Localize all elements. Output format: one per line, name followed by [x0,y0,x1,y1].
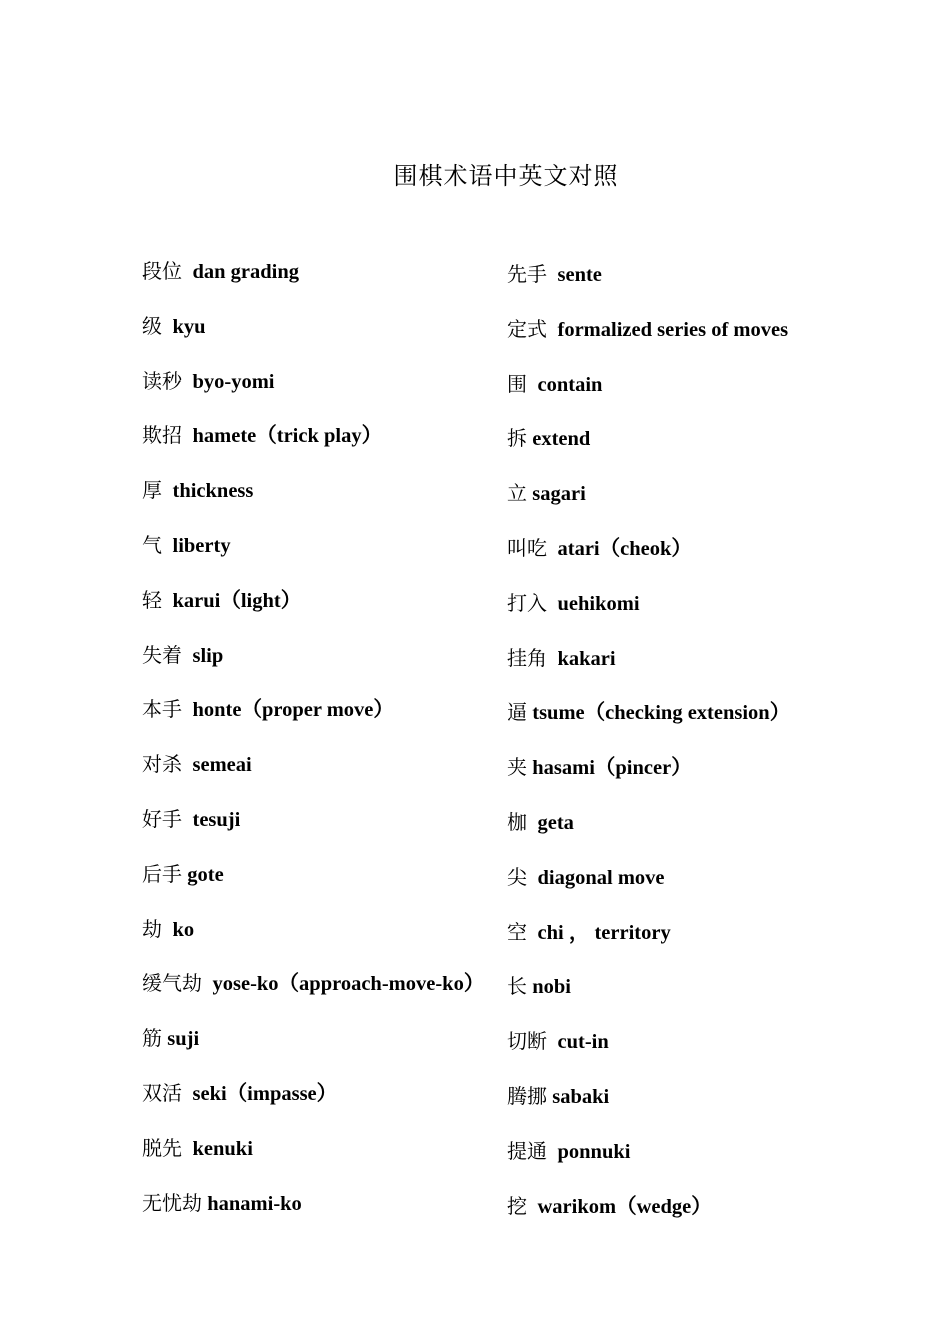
term-entry [507,532,937,587]
chinese-term: 轻 [142,589,162,612]
english-term: atari（cheok） [557,537,692,560]
term-entry [142,803,512,858]
chinese-term: 劫 [142,918,162,941]
english-term: sagari [532,483,586,506]
term-entry [142,1077,512,1132]
english-term: chi ， territory [537,921,671,944]
english-term: tsume（checking extension） [532,702,791,725]
chinese-term: 围 [507,373,527,396]
english-term: dan grading [192,261,300,283]
term-entry [507,696,937,751]
chinese-term: 逼 [507,702,527,725]
chinese-term: 脱先 [142,1137,182,1160]
english-term: gote [187,863,224,886]
term-entry [507,1135,937,1190]
term-entry [142,584,512,639]
chinese-term: 读秒 [142,370,182,393]
term-separator [182,1136,193,1160]
term-entry [507,477,937,532]
chinese-term: 腾挪 [507,1085,547,1108]
term-entry [142,913,512,968]
term-separator [182,752,193,776]
chinese-term: 段位 [142,261,182,283]
english-term: sente [557,264,602,286]
english-term: ko [172,918,195,941]
term-separator [527,372,538,396]
term-separator [547,536,558,560]
english-term: hasami（pincer） [532,757,692,780]
term-entry [507,861,937,916]
chinese-term: 气 [142,534,162,557]
chinese-term: 定式 [507,318,547,341]
term-entry [507,422,937,477]
term-entry [142,419,512,474]
page-title: 围棋术语中英文对照 [393,164,619,190]
term-separator [527,865,538,889]
english-term: suji [167,1028,200,1051]
english-term: formalized series of moves [557,318,789,341]
term-entry [142,967,512,1022]
term-entry [507,806,937,861]
chinese-term: 无忧劫 [142,1192,202,1215]
right-term-column [507,258,937,1244]
term-separator [547,1029,558,1053]
chinese-term: 双活 [142,1082,182,1105]
term-entry [507,751,937,806]
term-entry [142,1187,512,1242]
term-entry [142,365,512,420]
chinese-term: 级 [142,315,162,338]
chinese-term: 失着 [142,644,182,667]
english-term: diagonal move [537,866,665,889]
chinese-term: 长 [507,976,527,999]
english-term: liberty [172,534,231,557]
chinese-term: 欺招 [142,425,182,448]
chinese-term: 立 [507,483,527,506]
english-term: kakari [557,647,616,670]
term-entry [507,916,937,971]
term-entry [507,970,937,1025]
chinese-term: 本手 [142,699,182,722]
chinese-term: 厚 [142,480,162,503]
term-entry [507,368,937,423]
english-term: byo-yomi [192,370,275,393]
term-separator [202,971,213,995]
chinese-term: 挖 [507,1195,527,1218]
english-term: seki（impasse） [192,1082,338,1105]
term-separator [527,1194,538,1218]
term-separator [162,588,173,612]
term-separator [182,369,193,393]
term-separator [182,697,193,721]
term-separator [162,533,173,557]
term-entry [142,639,512,694]
chinese-term: 后手 [142,863,182,886]
term-entry [507,587,937,642]
chinese-term: 提通 [507,1140,547,1163]
term-entry [142,1022,512,1077]
term-separator [162,917,173,941]
english-term: extend [532,428,591,451]
english-term: warikom（wedge） [537,1195,712,1218]
term-entry [142,310,512,365]
english-term: kenuki [192,1137,253,1160]
chinese-term: 对杀 [142,754,182,777]
term-entry [142,693,512,748]
term-entry [507,313,937,368]
term-separator [182,807,193,831]
english-term: semeai [192,754,252,777]
term-entry [142,1132,512,1187]
term-entry [142,474,512,529]
chinese-term: 筋 [142,1028,162,1051]
english-term: ponnuki [557,1140,631,1163]
left-term-column [142,255,512,1241]
english-term: thickness [172,480,254,503]
term-separator [547,262,558,286]
chinese-term: 打入 [507,592,547,615]
term-entry [507,1080,937,1135]
term-entry [142,858,512,913]
term-entry [142,255,512,310]
english-term: hanami-ko [207,1192,302,1215]
chinese-term: 夹 [507,757,527,780]
chinese-term: 空 [507,921,527,944]
term-separator [182,259,193,283]
term-entry [507,642,937,697]
chinese-term: 尖 [507,866,527,889]
chinese-term: 先手 [507,264,547,286]
term-separator [547,1139,558,1163]
term-separator [547,591,558,615]
term-separator [162,478,173,502]
english-term: contain [537,373,603,396]
term-entry [507,1025,937,1080]
english-term: sabaki [552,1085,610,1108]
term-separator [527,920,538,944]
term-separator [527,810,538,834]
term-separator [547,317,558,341]
chinese-term: 挂角 [507,647,547,670]
english-term: nobi [532,976,571,999]
chinese-term: 拆 [507,428,527,451]
term-entry [142,748,512,803]
chinese-term: 枷 [507,811,527,834]
term-entry [507,258,937,313]
english-term: slip [192,644,224,667]
english-term: uehikomi [557,592,640,615]
term-entry [507,1190,937,1245]
english-term: honte（proper move） [192,699,394,722]
chinese-term: 切断 [507,1031,547,1054]
term-separator [162,314,173,338]
english-term: yose-ko（approach-move-ko） [212,973,485,996]
term-separator [182,423,193,447]
term-separator [547,646,558,670]
english-term: kyu [172,315,206,338]
term-entry [142,529,512,584]
english-term: cut-in [557,1031,609,1054]
english-term: geta [537,811,574,834]
chinese-term: 缓气劫 [142,973,202,996]
english-term: hamete（trick play） [192,425,383,448]
term-separator [182,1081,193,1105]
english-term: tesuji [192,808,241,831]
term-separator [182,643,193,667]
chinese-term: 叫吃 [507,537,547,560]
chinese-term: 好手 [142,808,182,831]
english-term: karui（light） [172,589,302,612]
